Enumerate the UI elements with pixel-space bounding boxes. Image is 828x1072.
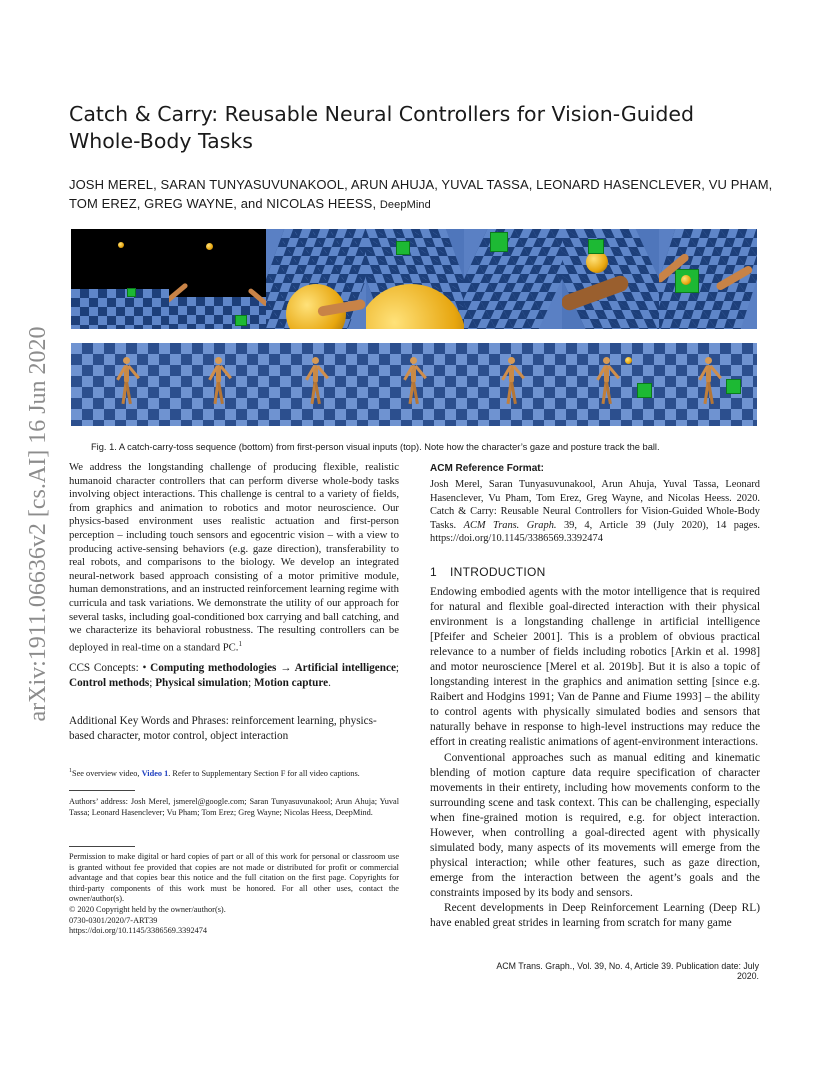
doi-link[interactable]: https://doi.org/10.1145/3386569.3392474 <box>69 926 208 936</box>
section-heading <box>430 565 546 579</box>
ccs-separator: ; <box>395 662 400 674</box>
ccs-concept: Control methods <box>69 676 150 689</box>
egocentric-frame-6 <box>562 229 659 329</box>
humanoid-frame-6 <box>599 357 613 407</box>
ccs-separator: ; <box>248 676 255 689</box>
footnote-divider <box>69 790 135 791</box>
egocentric-frame-5 <box>464 229 562 329</box>
permission-notice <box>69 852 399 937</box>
paragraph: Recent developments in Deep Reinforcement Learning (Deep RL) have enabled great strides in learning from scratch for many game <box>430 901 760 930</box>
box <box>637 383 652 398</box>
author-affiliation: DeepMind <box>379 199 431 211</box>
paragraph: Endowing embodied agents with the motor intelligence that is required for natural and flexible goal-directed interaction with their physical environment is a longstanding challenge in artificial intelligence [Pfeifer and Scheier 2001]. This is a problem of obvious practical relevance to a number of fields including robotics [Arkin et al. 1998] and motor neuroscience [Merel et al. 2019b]. But it is also a topic of longstanding interest in the graphics and animation setting [since e.g. Raibert and Hodgins 1991; Van de Panne and Fiume 1993] – the ability to control agents with physically simulated bodies and sensors that naturally behave in response to high-level instructions may reduce the effort in creating realistic animations of agent-environment interactions. <box>430 586 760 749</box>
section-title: INTRODUCTION <box>450 565 546 579</box>
reference-text: 39, 4, Article 39 (July 2020), 14 pages. https://doi.org/10.1145/3386569.3392474 <box>430 519 761 545</box>
ccs-concept: Artificial intelligence <box>294 662 396 674</box>
section-number: 1 <box>430 565 437 579</box>
spacer <box>69 762 399 763</box>
footnote-text: . Refer to Supplementary Section F for all video captions. <box>168 768 360 778</box>
paper-title: Catch & Carry: Reusable Neural Controllers for Vision-Guided Whole-Body Tasks <box>69 102 695 153</box>
footnote-text: See overview video, <box>72 768 142 778</box>
acm-reference <box>430 478 760 546</box>
authors-address: Authors’ address: Josh Merel, jsmerel@google.com; Saran Tunyasuvunakool; Arun Ahuja; Yuval Tassa; Leonard Hasenclever; Vu Pham; Tom Erez; Greg Wayne; Nicolas Heess, DeepMind. <box>69 797 399 817</box>
ccs-concept: Computing methodologies <box>150 662 277 674</box>
introduction-body <box>430 585 760 931</box>
egocentric-frame-7 <box>659 229 757 329</box>
footnote-marker: 1 <box>238 639 242 648</box>
humanoid-frame-5 <box>504 357 518 407</box>
arxiv-identifier: arXiv:1911.06636v2 [cs.AI] 16 Jun 2020 <box>25 326 51 722</box>
ccs-concepts <box>69 661 399 690</box>
journal-name: ACM Trans. Graph. <box>463 519 557 531</box>
reference-text: Josh Merel, Saran Tunyasuvunakool, Arun Ahuja, Yuval Tassa, Leonard Hasenclever, Vu Pham, Tom Erez, Greg Wayne, and Nicolas Heess. 2020. Catch & Carry: Reusable Neural Controllers for Vision-Guided Whole-Body Tasks. <box>430 479 760 531</box>
humanoid-frame-2 <box>211 357 225 407</box>
humanoid-frame-3 <box>308 357 322 407</box>
author-list <box>69 175 789 215</box>
ccs-separator: ; <box>149 676 156 689</box>
teaser-figure <box>71 229 757 426</box>
ccs-prefix: CCS Concepts: • <box>69 662 151 674</box>
page-footer: ACM Trans. Graph., Vol. 39, No. 4, Article 39. Publication date: July 2020. <box>496 961 759 981</box>
permission-divider <box>69 846 135 847</box>
paragraph: Conventional approaches such as manual editing and kinematic blending of motion capture data require specification of character movements in their entirety, including how movements conform to the surrounding scene and task context. This can be challenging, especially when fine-grained motion is required, e.g. for object interaction. However, when controlling a goal-directed agent with physically simulated body, many aspects of its movements will emerge from the physical interaction; while other features, such as gaze direction, emerge from the interaction between the agent’s goals and the constraints imposed by its body and sensors. <box>430 751 760 899</box>
acm-reference-heading: ACM Reference Format: <box>430 463 544 474</box>
abstract-text: We address the longstanding challenge of producing flexible, realistic humanoid character controllers that can perform diverse whole-body tasks involving object interactions. This challenge is central to a variety of fields, from graphics and animation to robotics and motor neuroscience. Our physics-based environment uses realistic actuation and first-person perception – including touch sensors and egocentric vision – with a view to producing active-sensing behaviors (e.g. gaze direction), transferability to real robots, and comparisons to the biology. We develop an integrated neural-network based approach consisting of a motor primitive module, human demonstrations, and an instructed reinforcement learning regime with curricula and task variations. We demonstrate the utility of our approach for several tasks, including goal-conditioned box carrying and ball catching, and we characterize its behavioral robustness. The resulting controllers can be deployed in real-time on a standard PC. <box>69 461 399 654</box>
humanoid-frame-1 <box>119 357 133 407</box>
video-link[interactable]: Video 1 <box>141 768 169 778</box>
humanoid-frame-4 <box>406 357 420 407</box>
ccs-arrow: → <box>276 662 295 674</box>
footnote <box>69 766 399 779</box>
article-code: 0730-0301/2020/7-ART39 <box>69 915 158 925</box>
ccs-concept: Physical simulation <box>155 676 249 689</box>
abstract <box>69 461 399 655</box>
humanoid-frame-7 <box>701 357 715 407</box>
egocentric-frame-2 <box>169 229 266 329</box>
first-person-view-strip <box>71 229 757 329</box>
ball <box>625 357 632 364</box>
footnote-number: 1 <box>69 768 72 774</box>
copyright-line: © 2020 Copyright held by the owner/author(s). <box>69 904 226 914</box>
egocentric-frame-1 <box>71 229 169 329</box>
egocentric-frame-3 <box>266 229 366 329</box>
third-person-sequence <box>71 343 757 426</box>
permission-text: Permission to make digital or hard copies of part or all of this work for personal or classroom use is granted without fee provided that copies are not made or distributed for profit or commercial advantage and that copies bear this notice and the full citation on the first page. Copyrights for third-party components of this work must be honored. For all other uses, contact the owner/author(s). <box>69 852 399 904</box>
authors-names: JOSH MEREL, SARAN TUNYASUVUNAKOOL, ARUN AHUJA, YUVAL TASSA, LEONARD HASENCLEVER, VU PHAM, TOM EREZ, GREG WAYNE, and NICOLAS HEESS, <box>69 177 773 211</box>
figure-caption: Fig. 1. A catch-carry-toss sequence (bottom) from first-person visual inputs (top). Note how the character’s gaze and posture track the ball. <box>91 442 660 452</box>
ccs-end: . <box>328 676 331 689</box>
box <box>726 379 741 394</box>
keywords: Additional Key Words and Phrases: reinforcement learning, physics-based character, motor control, object interaction <box>69 715 377 742</box>
egocentric-frame-4 <box>366 229 464 329</box>
ccs-concept: Motion capture <box>254 676 329 689</box>
